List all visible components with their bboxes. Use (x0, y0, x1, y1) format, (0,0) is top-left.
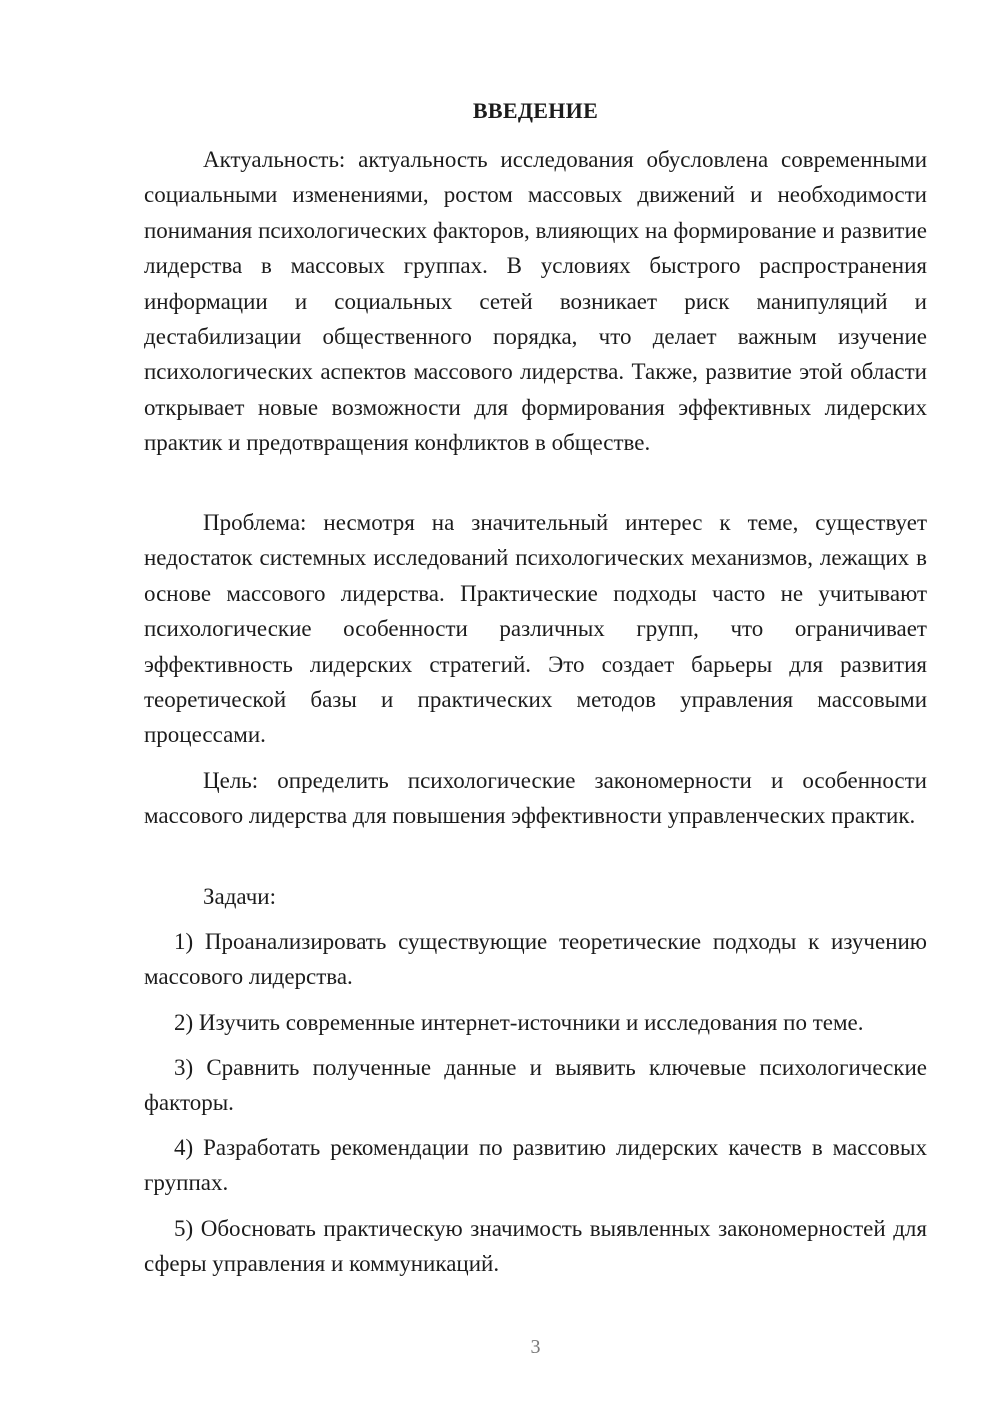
problem-paragraph: Проблема: несмотря на значительный интерес к теме, существует недостаток системных исследований психологических механизмов, лежащих в основе массового лидерства. Практические подходы часто не учитывают психологические особенности различных групп, что ограничивает эффективность лидерских стратегий. Это создает барьеры для развития теоретической базы и практических методов управления массовыми процессами. (144, 510, 927, 748)
goal-paragraph: Цель: определить психологические закономерности и особенности массового лидерства для повышения эффективности управленческих практик. (144, 768, 927, 829)
page-number: 3 (530, 1336, 541, 1358)
relevance-paragraph: Актуальность: актуальность исследования обусловлена современными социальными изменениями, ростом массовых движений и необходимости понимания психологических факторов, влияющих на формирование и развитие лидерства в массовых группах. В условиях быстрого распространения информации и социальных сетей возникает риск манипуляций и дестабилизации общественного порядка, что делает важным изучение психологических аспектов массового лидерства. Также, развитие этой области открывает новые возможности для формирования эффективных лидерских практик и предотвращения конфликтов в обществе. (144, 147, 927, 456)
document-page (144, 0, 927, 1414)
task-item-1: 1) Проанализировать существующие теоретические подходы к изучению массового лидерства. (144, 929, 927, 990)
task-item-5: 5) Обосновать практическую значимость выявленных закономерностей для сферы управления и коммуникаций. (144, 1216, 927, 1277)
task-item-4: 4) Разработать рекомендации по развитию лидерских качеств в массовых группах. (144, 1135, 927, 1196)
task-item-3: 3) Сравнить полученные данные и выявить ключевые психологические факторы. (144, 1055, 927, 1116)
page-title: ВВЕДЕНИЕ (472, 98, 599, 123)
tasks-label: Задачи: (203, 884, 276, 909)
task-item-2: 2) Изучить современные интернет-источники и исследования по теме. (174, 1010, 864, 1035)
